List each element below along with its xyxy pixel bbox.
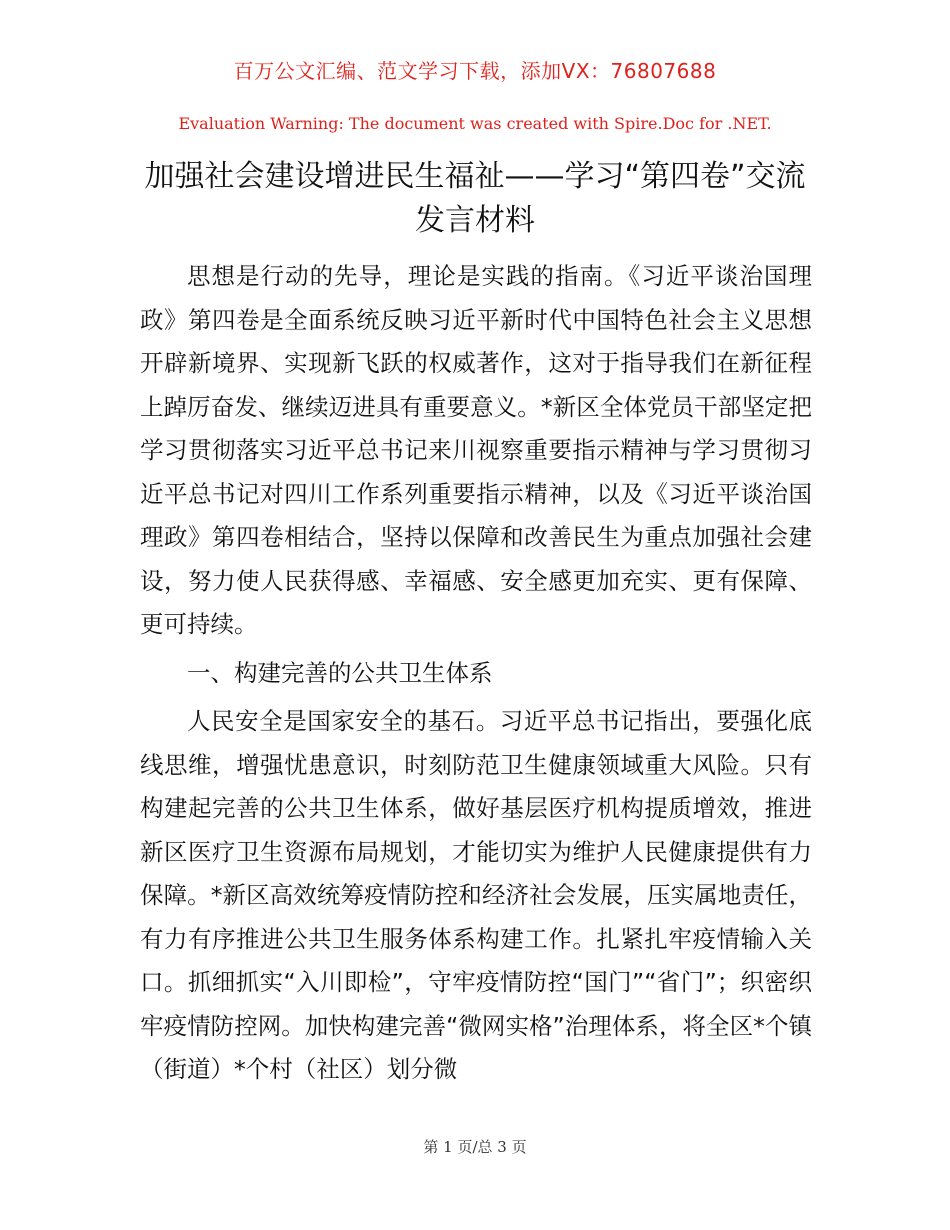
header-banner: 百万公文汇编、范文学习下载，添加VX：76807688 <box>233 59 717 83</box>
paragraph-intro: 思想是行动的先导，理论是实践的指南。《习近平谈治国理政》第四卷是全面系统反映习近平新时代中国特色社会主义思想开辟新境界、实现新飞跃的权威著作，这对于指导我们在新征程上踔厉奋发、继续迈进具有重要意义。*新区全体党员干部坚定把学习贯彻落实习近平总书记来川视察重要指示精神与学习贯彻习近平总书记对四川工作系列重要指示精神，以及《习近平谈治国理政》第四卷相结合，坚持以保障和改善民生为重点加强社会建设，努力使人民获得感、幸福感、安全感更加充实、更有保障、更可持续。 <box>140 262 812 638</box>
document-title: 加强社会建设增进民生福祉——学习“第四卷”交流发言材料 <box>144 159 806 238</box>
evaluation-warning: Evaluation Warning: The document was created with Spire.Doc for .NET. <box>178 114 772 133</box>
document-body <box>140 255 812 1092</box>
section-heading-1: 一、构建完善的公共卫生体系 <box>187 658 493 687</box>
paragraph-section-1: 人民安全是国家安全的基石。习近平总书记指出，要强化底线思维，增强忧患意识，时刻防范卫生健康领域重大风险。只有构建起完善的公共卫生体系，做好基层医疗机构提质增效，推进新区医疗卫生资源布局规划，才能切实为维护人民健康提供有力保障。*新区高效统筹疫情防控和经济社会发展，压实属地责任，有力有序推进公共卫生服务体系构建工作。扎紧扎牢疫情输入关口。抓细抓实“入川即检”，守牢疫情防控“国门”“省门”；织密织牢疫情防控网。加快构建完善“微网实格”治理体系，将全区*个镇（街道）*个村（社区）划分微 <box>140 707 812 1083</box>
page-footer: 第 1 页/总 3 页 <box>423 1138 527 1156</box>
